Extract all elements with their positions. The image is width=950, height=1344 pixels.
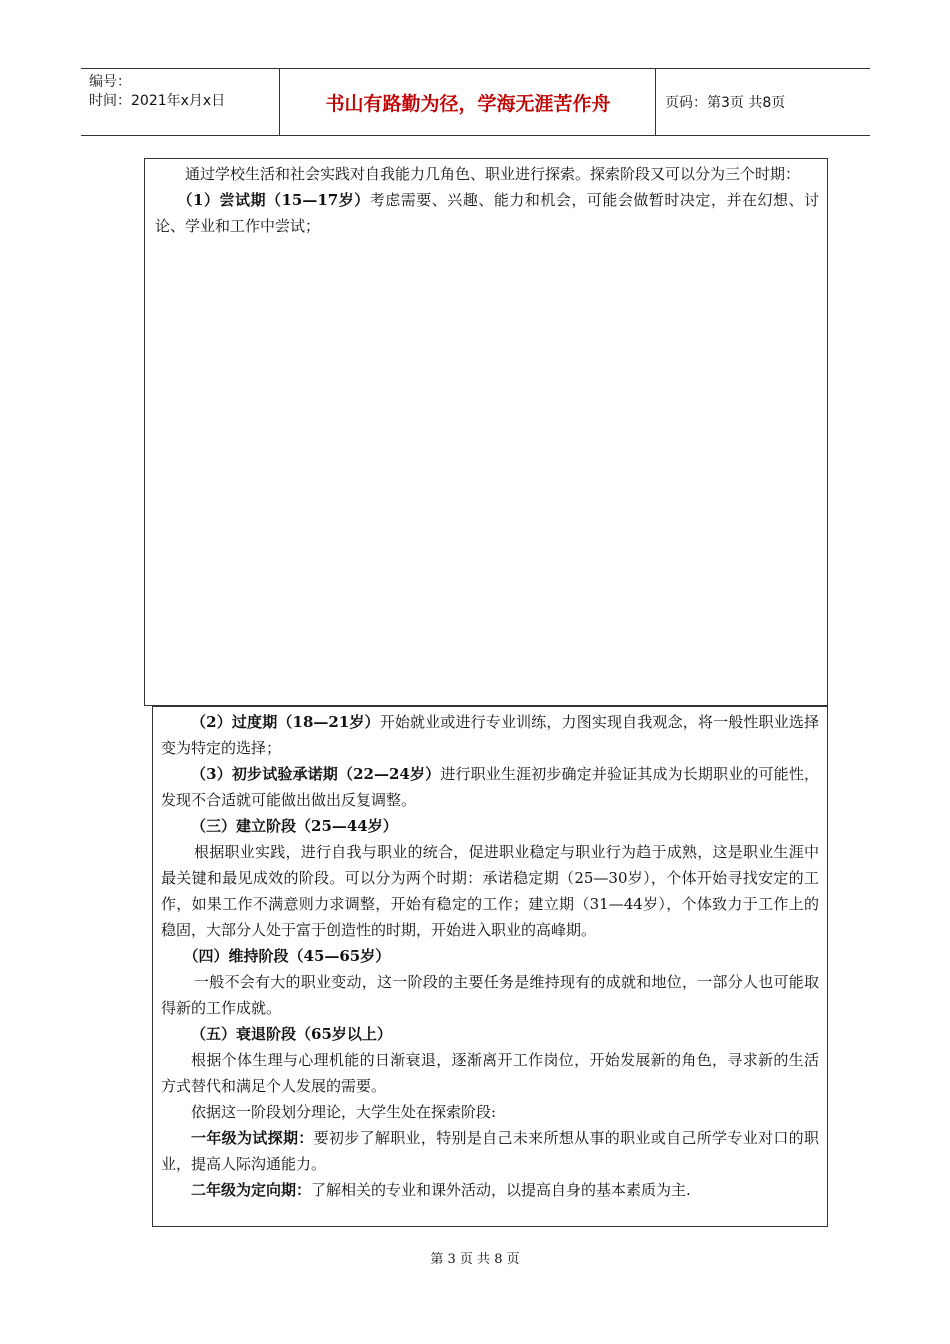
- paragraph: [161, 1177, 819, 1203]
- content-box-bottom: [152, 706, 828, 1227]
- serial-label: 编号：: [89, 74, 131, 90]
- paragraph: [161, 709, 819, 761]
- paragraph: [155, 187, 819, 239]
- section-heading: [161, 943, 819, 969]
- section-heading-text: （三）建立阶段（25—44岁）: [191, 817, 398, 835]
- paragraph-text: 进行职业生涯初步确定并验证其成为长期职业的可能性，发现不合适就可能做出做出反复调整。: [161, 765, 819, 809]
- header-page-info: 页码：第3页 共8页: [665, 95, 786, 111]
- section-heading-text: （五）衰退阶段（65岁以上）: [191, 1025, 392, 1043]
- paragraph: [161, 1125, 819, 1177]
- paragraph: 根据个体生理与心理机能的日渐衰退，逐渐离开工作岗位，开始发展新的角色，寻求新的生活方式替代和满足个人发展的需要。: [161, 1051, 819, 1095]
- header-motto: 书山有路勤为径，学海无涯苦作舟: [325, 92, 611, 115]
- paragraph-text: 开始就业或进行专业训练，力图实现自我观念，将一般性职业选择变为特定的选择；: [161, 713, 819, 757]
- stage-heading: （2）过度期（18—21岁）: [191, 713, 380, 731]
- stage-heading: （3）初步试验承诺期（22—24岁）: [191, 765, 441, 783]
- paragraph: [161, 761, 819, 813]
- header-divider: [279, 69, 280, 135]
- paragraph: 一般不会有大的职业变动，这一阶段的主要任务是维持现有的成就和地位，一部分人也可能取得新的工作成就。: [161, 973, 819, 1017]
- stage-heading: 一年级为试探期：: [191, 1129, 314, 1147]
- page-header: [81, 68, 870, 136]
- date-line: 时间：2021年x月x日: [89, 93, 226, 109]
- paragraph-text: 了解相关的专业和课外活动，以提高自身的基本素质为主.: [311, 1181, 691, 1199]
- content-box-top: [144, 158, 828, 706]
- header-divider: [655, 69, 656, 135]
- stage-heading: 二年级为定向期：: [191, 1181, 312, 1199]
- section-heading-text: （四）维持阶段（45—65岁）: [183, 947, 391, 965]
- paragraph: 根据职业实践，进行自我与职业的统合，促进职业稳定与职业行为趋于成熟，这是职业生涯中最关键和最见成效的阶段。可以分为两个时期：承诺稳定期（25—30岁），个体开始寻找安定的工作，如果工作不满意则力求调整，开始有稳定的工作；建立期（31—44岁），个体致力于工作上的稳固，大部分人处于富于创造性的时期，开始进入职业的高峰期。: [161, 843, 819, 939]
- paragraph-text: 考虑需要、兴趣、能力和机会，可能会做暂时决定，并在幻想、讨论、学业和工作中尝试；: [155, 191, 819, 235]
- paragraph: 通过学校生活和社会实践对自我能力几角色、职业进行探索。探索阶段又可以分为三个时期：: [185, 165, 801, 183]
- section-heading: [161, 1021, 819, 1047]
- paragraph: 依据这一阶段划分理论，大学生处在探索阶段:: [191, 1103, 497, 1121]
- header-meta: [89, 73, 279, 111]
- paragraph-text: 要初步了解职业，特别是自己未来所想从事的职业或自己所学专业对口的职业，提高人际沟通能力。: [161, 1129, 819, 1173]
- page-footer: 第 3 页 共 8 页: [430, 1252, 520, 1267]
- stage-heading: （1）尝试期（15—17岁）: [177, 191, 370, 209]
- section-heading: [161, 813, 819, 839]
